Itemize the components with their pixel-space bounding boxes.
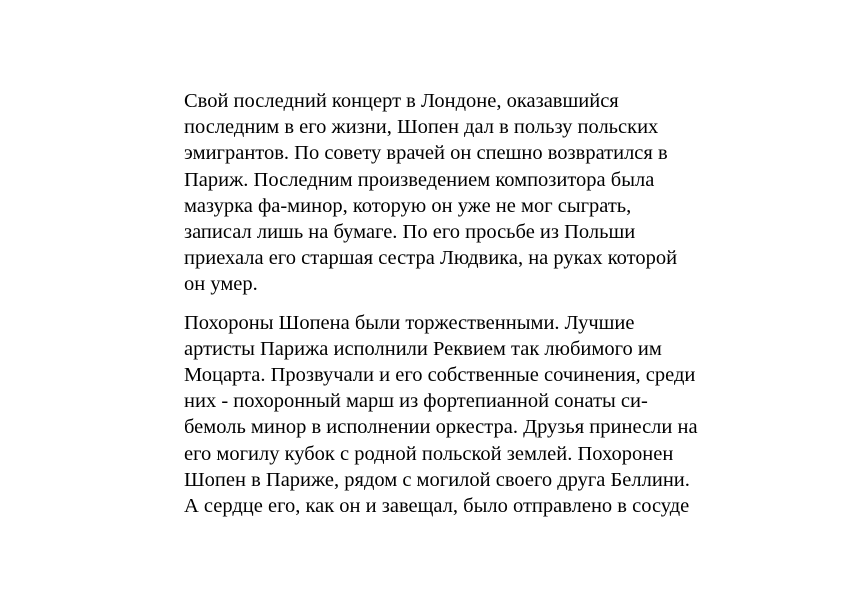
text-line: Париж. Последним произведением композитора была <box>184 168 655 191</box>
text-line: Свой последний концерт в Лондоне, оказавшийся <box>184 90 619 112</box>
text-line: он умер. <box>184 273 258 296</box>
text-line: бемоль минор в исполнении оркестра. Друзья принесли на <box>184 416 698 439</box>
text-line: записал лишь на бумаге. По его просьбе из Польши <box>184 221 636 244</box>
text-line: эмигрантов. По совету врачей он спешно возвратился в <box>184 142 668 165</box>
text-line: Моцарта. Прозвучали и его собственные сочинения, среди <box>184 364 696 387</box>
text-line: последним в его жизни, Шопен дал в пользу польских <box>184 116 659 139</box>
text-line: Похороны Шопена были торжественными. Лучшие <box>184 311 635 334</box>
text-line: А сердце его, как он и завещал, было отправлено в сосуде <box>184 495 690 518</box>
text-line: Шопен в Париже, рядом с могилой своего друга Беллини. <box>184 468 690 491</box>
document-text <box>184 88 744 519</box>
text-line: артисты Парижа исполнили Реквием так любимого им <box>184 337 662 360</box>
text-line: его могилу кубок с родной польской землей. Похоронен <box>184 442 674 465</box>
text-line: них - похоронный марш из фортепианной сонаты си- <box>184 390 648 413</box>
text-line: мазурка фа-минор, которую он уже не мог сыграть, <box>184 194 632 217</box>
text-line: приехала его старшая сестра Людвика, на руках которой <box>184 247 678 270</box>
paragraph-concert <box>184 88 744 298</box>
paragraph-funeral <box>184 310 744 520</box>
